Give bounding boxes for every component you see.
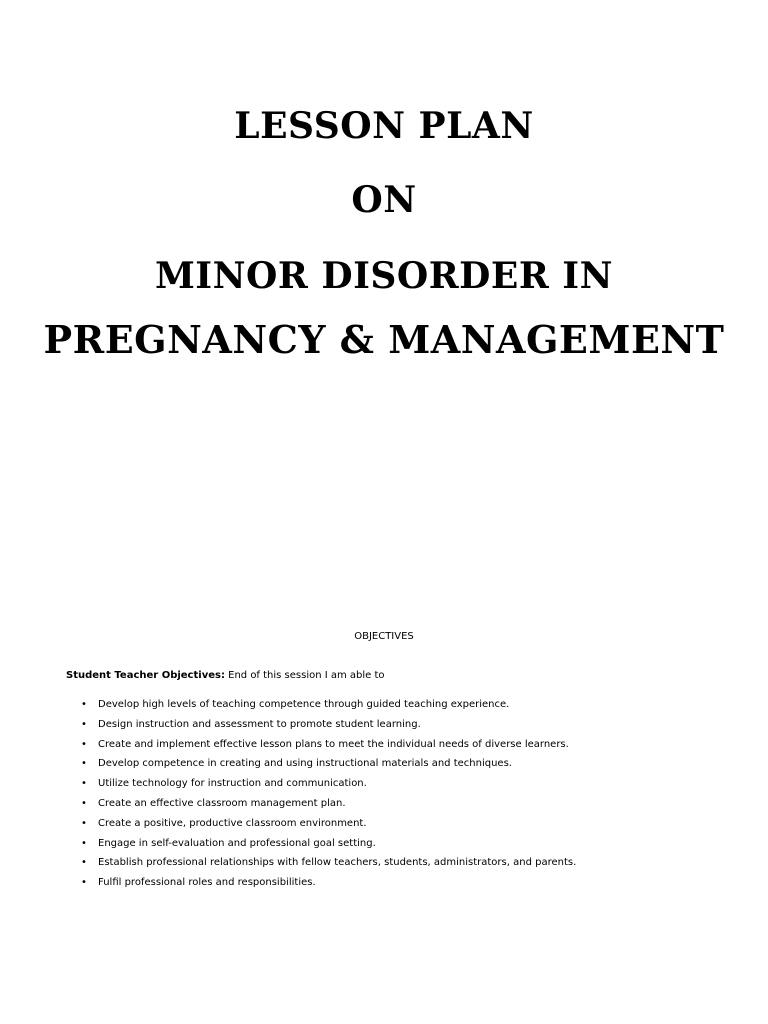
list-item-text: Create and implement effective lesson plans to meet the individual needs of diverse learners.: [98, 738, 569, 750]
list-item-text: Create a positive, productive classroom environment.: [98, 817, 367, 829]
list-item: [81, 757, 576, 777]
list-item: [81, 837, 576, 857]
objectives-intro-label: Student Teacher Objectives:: [66, 670, 225, 681]
title-line-subtopic: PREGNANCY & MANAGEMENT: [43, 317, 725, 362]
objectives-intro: [66, 669, 385, 683]
title-line-topic: MINOR DISORDER IN: [154, 255, 614, 297]
bullet-icon: •: [81, 738, 87, 750]
bullet-icon: •: [81, 817, 87, 829]
bullet-icon: •: [81, 718, 87, 730]
objectives-intro-text: End of this session I am able to: [224, 670, 385, 681]
list-item: [81, 698, 576, 718]
list-item-text: Fulfil professional roles and responsibilities.: [98, 877, 316, 889]
list-item-text: Engage in self-evaluation and professional goal setting.: [98, 837, 376, 849]
list-item-text: Create an effective classroom management plan.: [98, 797, 346, 809]
list-item: [81, 876, 576, 896]
list-item-text: Develop competence in creating and using instructional materials and techniques.: [98, 758, 512, 770]
list-item-text: Develop high levels of teaching competence through guided teaching experience.: [98, 699, 510, 710]
objectives-list: [81, 698, 577, 896]
list-item: [81, 738, 576, 758]
list-item-text: Establish professional relationships with fellow teachers, students, administrators, and parents.: [98, 857, 577, 869]
list-item: [81, 718, 576, 738]
list-item: [81, 797, 576, 817]
bullet-icon: •: [81, 837, 87, 849]
bullet-icon: •: [81, 877, 87, 889]
list-item: [81, 777, 576, 797]
title-line-on: ON: [351, 179, 417, 221]
bullet-icon: •: [81, 758, 87, 770]
list-item-text: Design instruction and assessment to promote student learning.: [98, 718, 421, 730]
bullet-icon: •: [81, 699, 87, 710]
bullet-icon: •: [81, 778, 87, 790]
title-line-lesson-plan: LESSON PLAN: [234, 105, 534, 147]
bullet-icon: •: [81, 857, 87, 869]
objectives-heading: OBJECTIVES: [354, 631, 414, 642]
bullet-icon: •: [81, 797, 87, 809]
list-item: [81, 856, 577, 876]
list-item: [81, 817, 576, 837]
list-item-text: Utilize technology for instruction and communication.: [98, 778, 367, 790]
